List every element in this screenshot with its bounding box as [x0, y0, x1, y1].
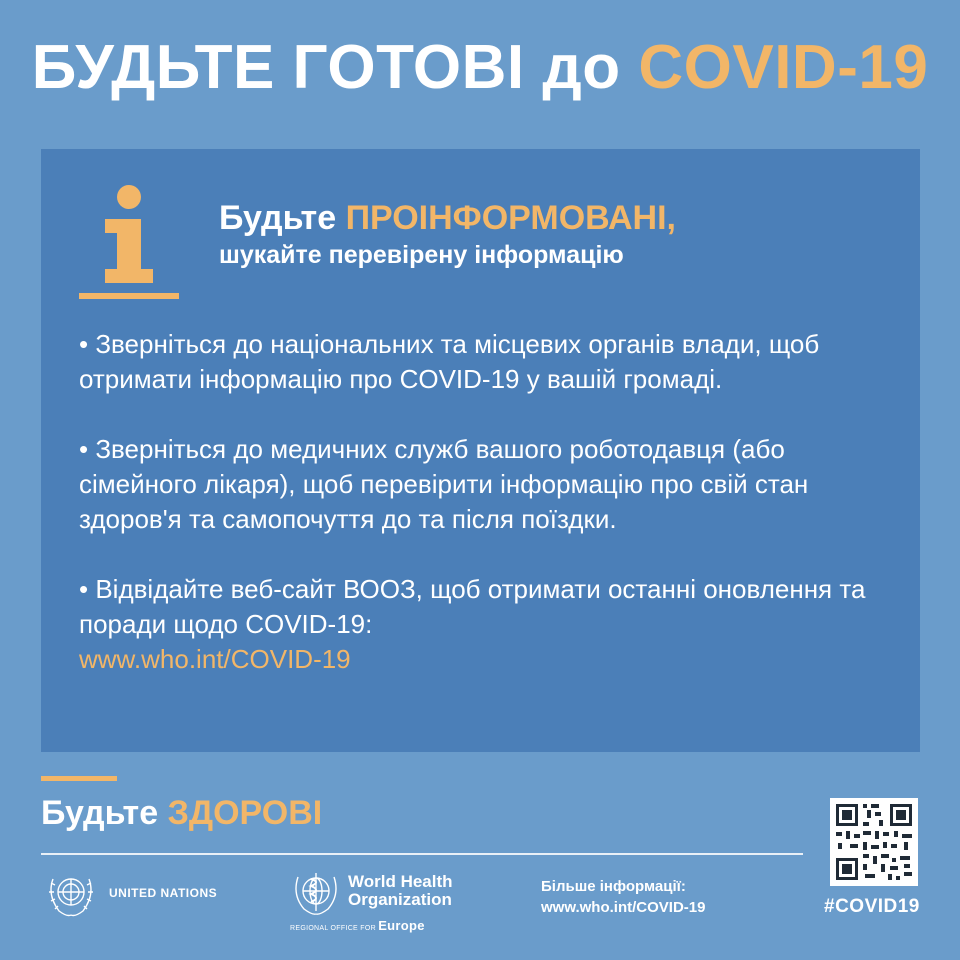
more-info-label: Більше інформації:	[541, 878, 686, 895]
info-icon	[79, 185, 179, 303]
bullet-list	[79, 327, 899, 712]
bullet-text: • Зверніться до національних та місцевих органів влади, щоб отримати інформацію про COVID-19 у вашій громаді.	[79, 329, 820, 394]
info-heading	[219, 197, 676, 271]
un-label: UNITED NATIONS	[109, 886, 218, 900]
stay-highlight: ЗДОРОВІ	[167, 794, 323, 832]
stay-healthy-heading	[41, 794, 322, 833]
page-title	[0, 32, 960, 104]
bullet-item	[79, 327, 899, 397]
footer-divider	[41, 853, 803, 855]
un-emblem-icon	[41, 867, 101, 923]
accent-bar	[41, 776, 117, 781]
bullet-item	[79, 432, 899, 537]
who-link[interactable]: www.who.int/COVID-19	[79, 644, 351, 674]
who-region-name: Europe	[378, 918, 425, 933]
who-name-line2: Organization	[348, 890, 452, 909]
hashtag[interactable]: #COVID19	[824, 896, 920, 917]
who-name-line1: World Health	[348, 872, 453, 891]
who-emblem-icon	[290, 867, 342, 919]
qr-code-icon[interactable]	[830, 798, 918, 886]
stay-prefix: Будьте	[41, 794, 159, 832]
heading-prefix: Будьте	[219, 199, 337, 237]
more-info-url[interactable]: www.who.int/COVID-19	[541, 899, 706, 916]
title-main: БУДЬТЕ ГОТОВІ до	[31, 33, 621, 102]
who-region	[290, 918, 425, 933]
bullet-item	[79, 572, 899, 677]
info-panel	[41, 149, 920, 752]
who-name	[348, 873, 453, 909]
heading-highlight: ПРОІНФОРМОВАНІ,	[345, 199, 676, 237]
more-info	[541, 876, 705, 918]
bullet-text: • Зверніться до медичних служб вашого роботодавця (або сімейного лікаря), щоб перевірити інформацію про свій стан здоров'я та самопочуття до та після поїздки.	[79, 434, 809, 534]
title-highlight: COVID-19	[638, 33, 929, 102]
info-subheading: шукайте перевірену інформацію	[219, 241, 624, 269]
who-region-prefix: REGIONAL OFFICE FOR	[290, 925, 376, 932]
bullet-text: • Відвідайте веб-сайт ВООЗ, щоб отримати останні оновлення та поради щодо COVID-19:	[79, 574, 866, 639]
